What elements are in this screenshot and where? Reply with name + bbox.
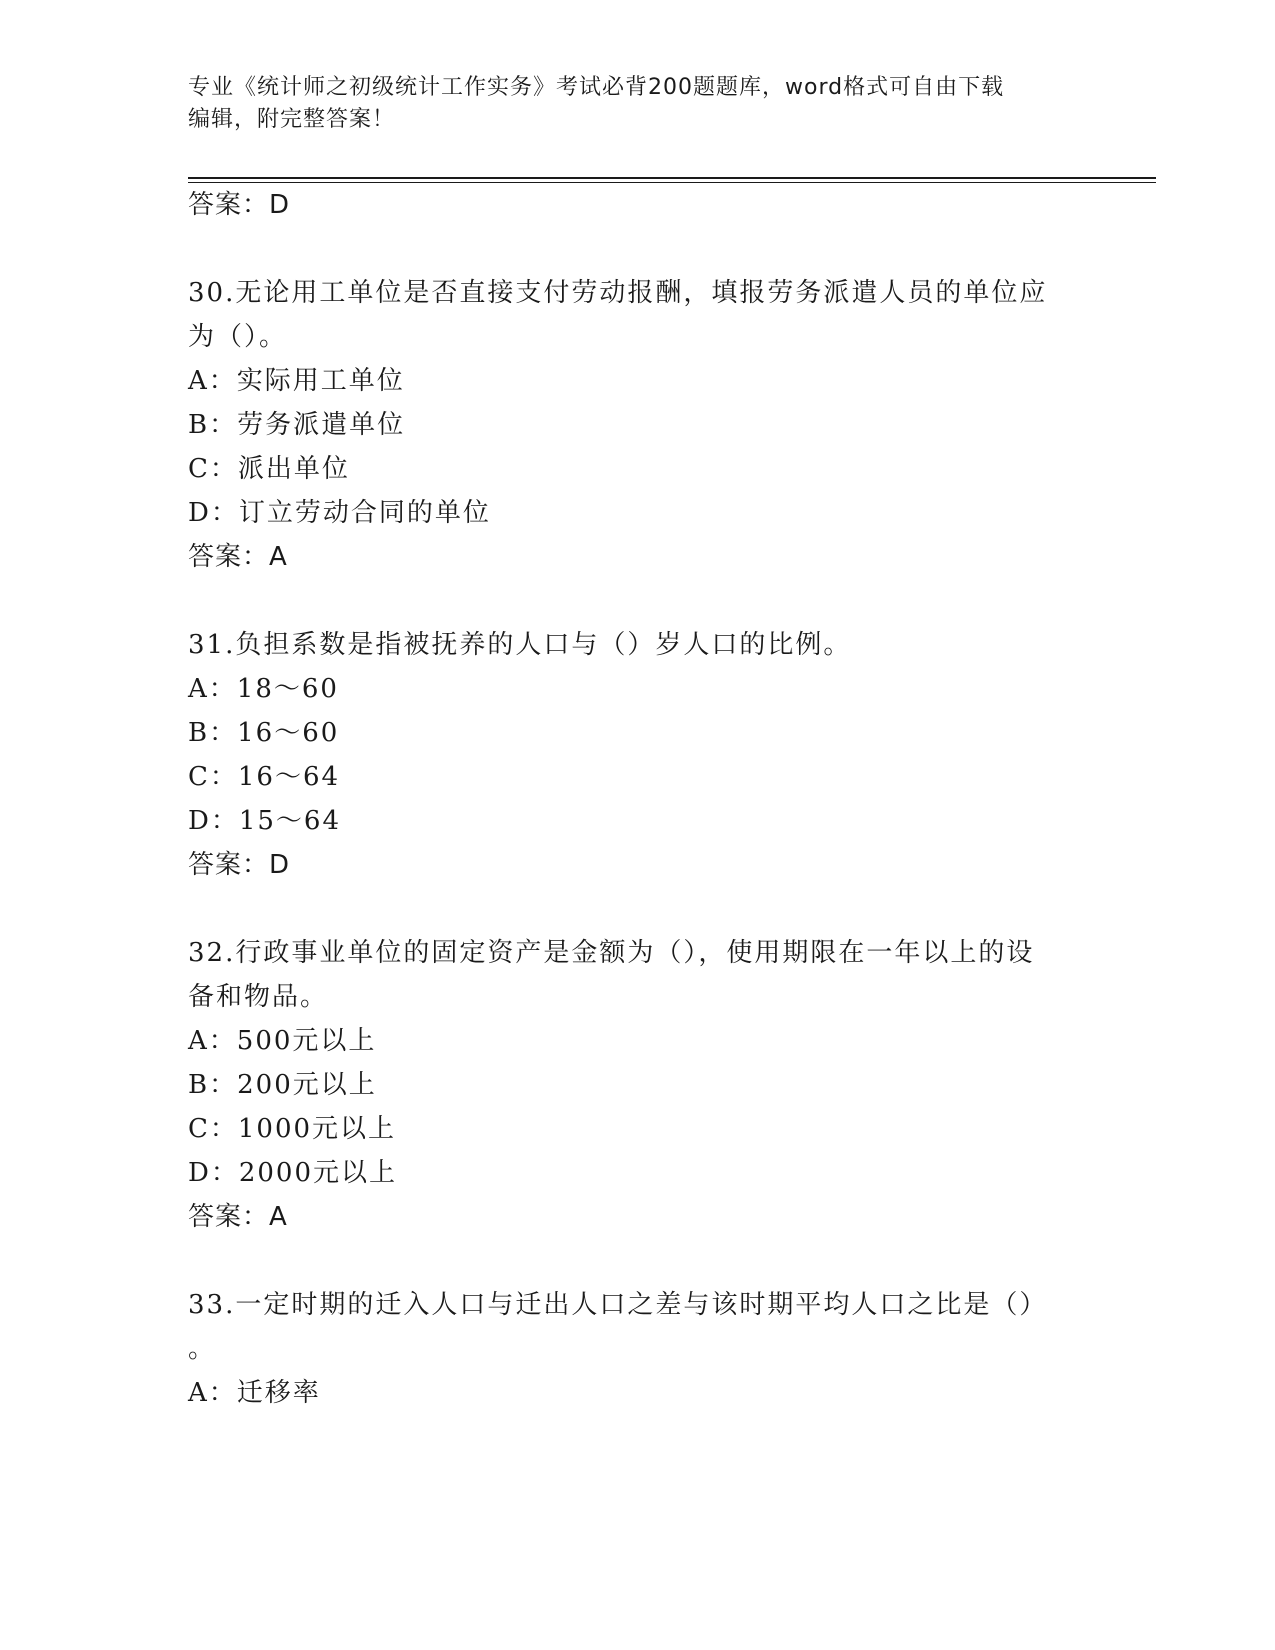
question-31-stem-line-1: 31.负担系数是指被抚养的人口与（）岁人口的比例。	[188, 630, 852, 660]
question-30-stem-line-2: 为（）。	[188, 322, 288, 352]
question-30-stem-line-1: 30.无论用工单位是否直接支付劳动报酬，填报劳务派遣人员的单位应	[188, 278, 1048, 308]
question-33-stem-line-1: 33.一定时期的迁入人口与迁出人口之差与该时期平均人口之比是（）	[188, 1290, 1048, 1320]
question-33-stem-line-2: 。	[188, 1334, 217, 1364]
question-31-answer: 答案：D	[188, 850, 291, 880]
question-30-option-c: C：派出单位	[188, 454, 350, 484]
question-30-option-a: A：实际用工单位	[188, 366, 405, 396]
header-divider-thin	[188, 182, 1156, 183]
question-32-option-c: C：1000元以上	[188, 1114, 397, 1144]
header-line-1: 专业《统计师之初级统计工作实务》考试必背200题题库，word格式可自由下载	[188, 75, 1005, 100]
question-32-option-d: D：2000元以上	[188, 1158, 398, 1188]
question-30-answer: 答案：A	[188, 542, 288, 572]
header-line-2: 编辑，附完整答案！	[188, 107, 396, 132]
question-32-option-b: B：200元以上	[188, 1070, 377, 1100]
document-header	[188, 72, 1088, 136]
question-32-option-a: A：500元以上	[188, 1026, 377, 1056]
question-31-option-d: D：15～64	[188, 806, 342, 836]
question-31-option-b: B：16～60	[188, 718, 340, 748]
question-31-option-c: C：16～64	[188, 762, 341, 792]
question-31-option-a: A：18～60	[188, 674, 339, 704]
header-divider-thick	[188, 177, 1156, 179]
question-32-answer: 答案：A	[188, 1202, 288, 1232]
question-32-stem-line-2: 备和物品。	[188, 982, 329, 1012]
question-30-option-b: B：劳务派遣单位	[188, 410, 406, 440]
question-32-stem-line-1: 32.行政事业单位的固定资产是金额为（），使用期限在一年以上的设	[188, 938, 1035, 968]
previous-answer: 答案：D	[188, 190, 291, 220]
question-33-option-a: A：迁移率	[188, 1378, 321, 1408]
question-30-option-d: D：订立劳动合同的单位	[188, 498, 491, 528]
